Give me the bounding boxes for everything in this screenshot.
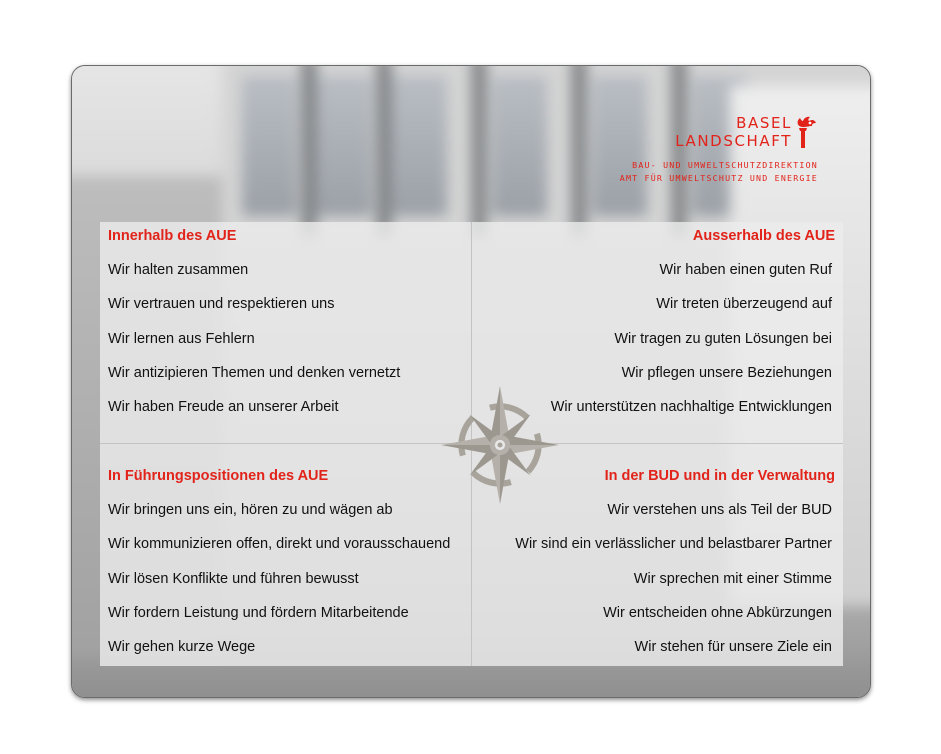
value-item: Wir lernen aus Fehlern bbox=[108, 330, 255, 347]
value-item: Wir bringen uns ein, hören zu und wägen ab bbox=[108, 502, 393, 518]
logo-office: AMT FÜR UMWELTSCHUTZ UND ENERGIE bbox=[619, 173, 818, 183]
value-item: Wir entscheiden ohne Abkürzungen bbox=[603, 604, 832, 621]
quadrant-innerhalb bbox=[108, 228, 448, 433]
quadrant-title: In Führungspositionen des AUE bbox=[108, 468, 329, 484]
quadrant-title: Innerhalb des AUE bbox=[108, 228, 237, 244]
quadrant-title: Ausserhalb des AUE bbox=[692, 228, 835, 244]
value-item: Wir antizipieren Themen und denken vernetzt bbox=[108, 364, 401, 381]
value-item: Wir pflegen unsere Beziehungen bbox=[621, 364, 832, 381]
value-item: Wir halten zusammen bbox=[108, 262, 249, 278]
logo-department: BAU- UND UMWELTSCHUTZDIREKTION bbox=[632, 160, 818, 170]
value-item: Wir kommunizieren offen, direkt und vorausschauend bbox=[108, 536, 451, 553]
quadrant-title: In der BUD und in der Verwaltung bbox=[604, 468, 835, 484]
value-item: Wir stehen für unsere Ziele ein bbox=[634, 639, 832, 656]
value-item: Wir unterstützen nachhaltige Entwicklungen bbox=[550, 399, 832, 416]
value-item: Wir gehen kurze Wege bbox=[108, 639, 256, 656]
basel-landschaft-logo bbox=[620, 114, 818, 185]
leitbild-card bbox=[71, 65, 871, 698]
value-item: Wir fordern Leistung und fördern Mitarbeitende bbox=[108, 604, 409, 621]
value-item: Wir treten überzeugend auf bbox=[656, 296, 832, 313]
quadrant-fuehrung bbox=[108, 468, 451, 673]
value-item: Wir haben einen guten Ruf bbox=[659, 262, 832, 278]
values-panel bbox=[100, 222, 843, 666]
value-item: Wir lösen Konflikte und führen bewusst bbox=[108, 570, 359, 587]
compass-rose-icon bbox=[439, 384, 561, 506]
logo-line-landschaft: LANDSCHAFT bbox=[675, 132, 792, 150]
value-item: Wir sind ein verlässlicher und belastbarer Partner bbox=[515, 536, 832, 553]
value-item: Wir haben Freude an unserer Arbeit bbox=[108, 399, 339, 416]
value-item: Wir tragen zu guten Lösungen bei bbox=[614, 330, 832, 347]
baselstab-icon bbox=[792, 114, 818, 148]
value-item: Wir verstehen uns als Teil der BUD bbox=[607, 502, 832, 518]
value-item: Wir vertrauen und respektieren uns bbox=[108, 296, 335, 313]
value-item: Wir sprechen mit einer Stimme bbox=[633, 570, 832, 587]
logo-line-basel: BASEL bbox=[736, 114, 792, 132]
